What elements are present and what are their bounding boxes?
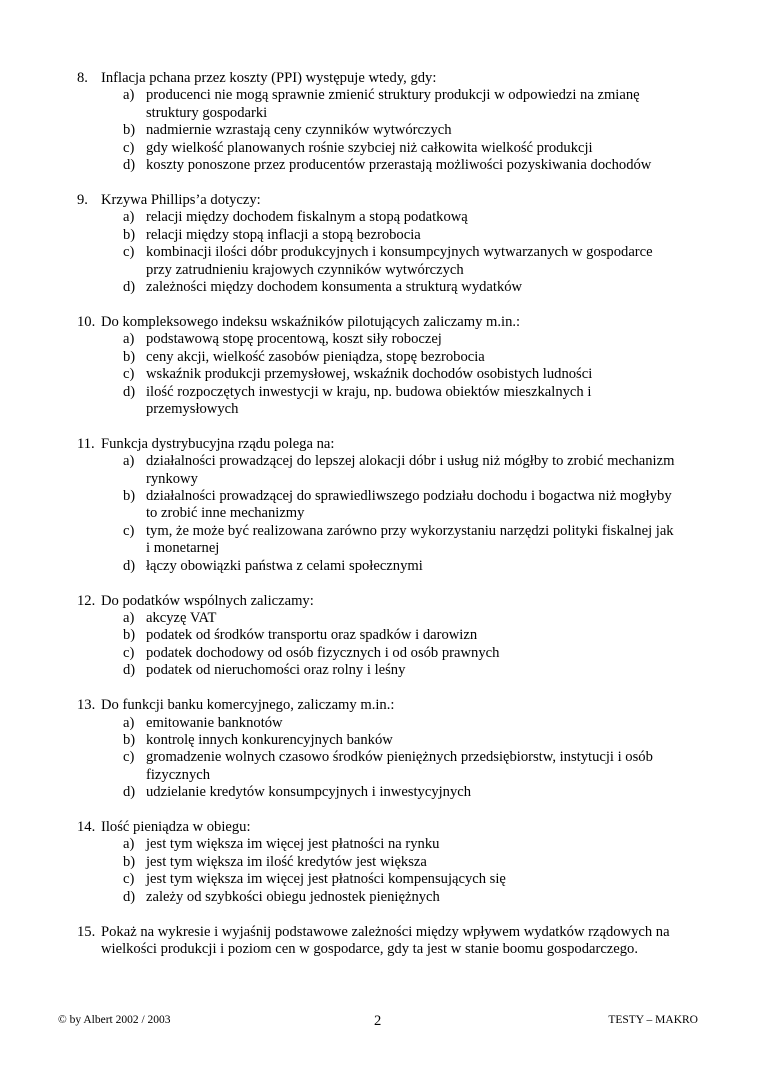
answer-text-line: ilość rozpoczętych inwestycji w kraju, np. budowa obiektów mieszkalnych i — [146, 383, 592, 400]
answer-label: d) — [123, 278, 136, 295]
answer-text-line: ceny akcji, wielkość zasobów pieniądza, stopę bezrobocia — [146, 348, 485, 365]
answer-label: a) — [123, 714, 135, 731]
answer-text-line: gromadzenie wolnych czasowo środków pieniężnych przedsiębiorstw, instytucji i osób — [146, 749, 653, 766]
answer-text-line: podatek od nieruchomości oraz rolny i leśny — [146, 662, 406, 679]
answer-text-line: rynkowy — [146, 470, 198, 487]
answer-label: d) — [123, 888, 136, 905]
answer-text — [146, 662, 707, 679]
answer-label: d) — [123, 784, 136, 801]
answer-option — [77, 523, 707, 558]
answer-option — [77, 749, 707, 784]
answer-label: b) — [123, 731, 136, 748]
answer-text-line: kombinacji ilości dóbr produkcyjnych i konsumpcyjnych wytwarzanych w gospodarce — [146, 244, 653, 261]
answer-text-line: kontrolę innych konkurencyjnych banków — [146, 731, 393, 748]
answer-label: d) — [123, 662, 136, 679]
answer-text-line: przy zatrudnieniu krajowych czynników wytwórczych — [146, 261, 464, 278]
question-text: Do kompleksowego indeksu wskaźników pilotujących zaliczamy m.in.: — [101, 313, 521, 330]
answer-text — [146, 627, 707, 644]
answer-option — [77, 488, 707, 523]
answer-label: c) — [123, 366, 135, 383]
answer-label: b) — [123, 488, 136, 505]
answer-text — [146, 889, 707, 906]
answer-label: b) — [123, 627, 136, 644]
answer-option — [77, 854, 707, 871]
answer-label: a) — [123, 87, 135, 104]
answer-text — [146, 209, 707, 226]
answer-option — [77, 384, 707, 419]
answer-text — [146, 523, 707, 558]
answer-label: b) — [123, 348, 136, 365]
question-number: 8. — [77, 70, 88, 86]
answer-text — [146, 836, 707, 853]
question-text — [101, 924, 707, 959]
question-block — [77, 697, 707, 801]
answer-text-line: zależy od szybkości obiegu jednostek pieniężnych — [146, 888, 440, 905]
answer-option — [77, 610, 707, 627]
question-number: 10. — [77, 313, 96, 330]
question-number: 12. — [77, 592, 96, 609]
question-block — [77, 593, 707, 680]
answer-option — [77, 645, 707, 662]
answer-text-line: tym, że może być realizowana zarówno przy wykorzystaniu narzędzi polityki fiskalnej jak — [146, 522, 674, 539]
answer-text — [146, 331, 707, 348]
question-text-line: wielkości produkcji i poziom cen w gospodarce, gdy ta jest w stanie boomu gospodarczego. — [101, 940, 638, 957]
question-number: 14. — [77, 819, 96, 836]
footer-title: TESTY – MAKRO — [608, 1014, 698, 1026]
answer-option — [77, 662, 707, 679]
question-text: Krzywa Phillips’a dotyczy: — [101, 191, 261, 208]
question-text: Inflacja pchana przez koszty (PPI) występuje wtedy, gdy: — [101, 70, 437, 86]
answer-text-line: wskaźnik produkcji przemysłowej, wskaźnik dochodów osobistych ludności — [146, 366, 593, 383]
answer-option — [77, 227, 707, 244]
answer-text — [146, 227, 707, 244]
answer-label: b) — [123, 226, 136, 243]
question-block — [77, 436, 707, 575]
page-number: 2 — [374, 1013, 382, 1029]
answer-option — [77, 889, 707, 906]
answer-text-line: koszty ponoszone przez producentów przerastają możliwości pozyskiwania dochodów — [146, 157, 652, 174]
answer-text — [146, 715, 707, 732]
answer-text-line: jest tym większa im więcej jest płatności kompensujących się — [146, 871, 506, 888]
answer-text-line: podstawową stopę procentową, koszt siły roboczej — [146, 331, 442, 348]
answer-text — [146, 157, 707, 174]
question-block — [77, 192, 707, 296]
answer-text — [146, 488, 707, 523]
question-number: 9. — [77, 191, 88, 208]
answer-option — [77, 331, 707, 348]
answer-text — [146, 645, 707, 662]
question-number: 11. — [77, 435, 95, 452]
question-text: Funkcja dystrybucyjna rządu polega na: — [101, 435, 335, 452]
answer-text-line: udzielanie kredytów konsumpcyjnych i inwestycyjnych — [146, 784, 472, 801]
answer-label: c) — [123, 244, 135, 261]
answer-text-line: działalności prowadzącej do sprawiedliwszego podziału dochodu i bogactwa niż mogłyby — [146, 488, 672, 505]
question-text-line: Pokaż na wykresie i wyjaśnij podstawowe zależności między wpływem wydatków rządowych na — [101, 923, 670, 940]
answer-label: d) — [123, 383, 136, 400]
answer-text-line: nadmiernie wzrastają ceny czynników wytwórczych — [146, 122, 452, 139]
answer-label: a) — [123, 209, 135, 226]
answer-text — [146, 749, 707, 784]
answer-label: a) — [123, 331, 135, 348]
question-block — [77, 819, 707, 906]
answer-text — [146, 453, 707, 488]
answer-text-line: łączy obowiązki państwa z celami społecznymi — [146, 557, 423, 574]
answer-text-line: relacji między dochodem fiskalnym a stopą podatkową — [146, 209, 468, 226]
question-number: 15. — [77, 923, 96, 940]
answer-option — [77, 366, 707, 383]
answer-option — [77, 732, 707, 749]
answer-label: c) — [123, 522, 135, 539]
answer-text — [146, 558, 707, 575]
answer-option — [77, 349, 707, 366]
answer-text — [146, 244, 707, 279]
answer-text — [146, 140, 707, 157]
answer-option — [77, 836, 707, 853]
answer-option — [77, 715, 707, 732]
answer-label: c) — [123, 644, 135, 661]
answer-text-line: i monetarnej — [146, 540, 220, 557]
answer-label: c) — [123, 139, 135, 156]
answer-option — [77, 627, 707, 644]
answer-text — [146, 366, 707, 383]
answer-option — [77, 87, 707, 122]
question-block-open — [77, 924, 707, 959]
answer-option — [77, 140, 707, 157]
answer-text — [146, 122, 707, 139]
answer-text-line: przemysłowych — [146, 400, 239, 417]
answer-option — [77, 558, 707, 575]
question-block — [77, 314, 707, 418]
answer-option — [77, 784, 707, 801]
answer-option — [77, 209, 707, 226]
answer-text — [146, 349, 707, 366]
answer-text-line: akcyzę VAT — [146, 609, 217, 626]
answer-option — [77, 279, 707, 296]
answer-text-line: producenci nie mogą sprawnie zmienić struktury produkcji w odpowiedzi na zmianę — [146, 87, 640, 104]
answer-option — [77, 453, 707, 488]
answer-text-line: emitowanie banknotów — [146, 714, 283, 731]
answer-text — [146, 279, 707, 296]
question-list — [77, 70, 707, 976]
answer-text — [146, 732, 707, 749]
answer-label: a) — [123, 453, 135, 470]
answer-label: d) — [123, 557, 136, 574]
answer-option — [77, 157, 707, 174]
answer-label: a) — [123, 836, 135, 853]
answer-text-line: jest tym większa im ilość kredytów jest większa — [146, 853, 427, 870]
answer-text-line: jest tym większa im więcej jest płatności na rynku — [146, 836, 440, 853]
answer-text-line: zależności między dochodem konsumenta a strukturą wydatków — [146, 278, 523, 295]
answer-text — [146, 871, 707, 888]
answer-text — [146, 854, 707, 871]
answer-label: a) — [123, 609, 135, 626]
answer-text-line: to zrobić inne mechanizmy — [146, 505, 305, 522]
answer-text-line: struktury gospodarki — [146, 104, 268, 121]
answer-option — [77, 871, 707, 888]
answer-label: b) — [123, 853, 136, 870]
answer-label: b) — [123, 122, 136, 139]
answer-text-line: podatek dochodowy od osób fizycznych i od osób prawnych — [146, 644, 500, 661]
answer-text-line: podatek od środków transportu oraz spadków i darowizn — [146, 627, 478, 644]
answer-text — [146, 384, 707, 419]
answer-option — [77, 122, 707, 139]
answer-text-line: działalności prowadzącej do lepszej alokacji dóbr i usług niż mógłby to zrobić mechanizm — [146, 453, 675, 470]
answer-label: c) — [123, 871, 135, 888]
question-text: Do podatków wspólnych zaliczamy: — [101, 592, 314, 609]
answer-label: c) — [123, 749, 135, 766]
question-text: Ilość pieniądza w obiegu: — [101, 819, 251, 836]
question-number: 13. — [77, 697, 96, 714]
question-block — [77, 70, 707, 174]
answer-text-line: relacji między stopą inflacji a stopą bezrobocia — [146, 226, 421, 243]
answer-label: d) — [123, 157, 136, 174]
answer-option — [77, 244, 707, 279]
answer-text-line: gdy wielkość planowanych rośnie szybciej niż całkowita wielkość produkcji — [146, 139, 593, 156]
answer-text — [146, 784, 707, 801]
answer-text — [146, 610, 707, 627]
answer-text — [146, 87, 707, 122]
footer-copyright: © by Albert 2002 / 2003 — [58, 1014, 171, 1026]
question-text: Do funkcji banku komercyjnego, zaliczamy m.in.: — [101, 697, 395, 714]
answer-text-line: fizycznych — [146, 766, 211, 783]
